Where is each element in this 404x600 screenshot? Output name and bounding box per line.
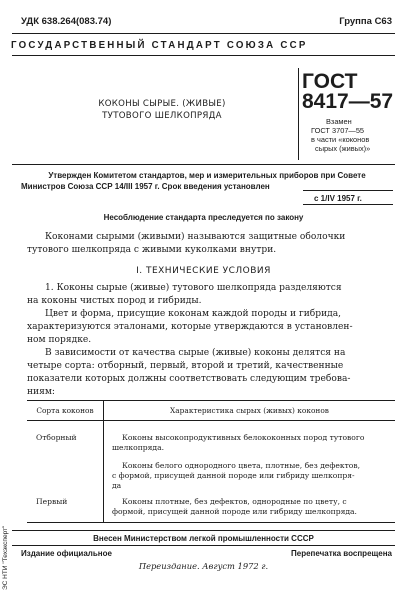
replaces-line-1: Взамен — [326, 117, 352, 126]
table-cell-grade-first: Первый — [36, 497, 68, 506]
publisher-note: Внесен Министерством легкой промышленности СССР — [93, 534, 314, 543]
date-underline — [303, 204, 393, 205]
title-line-2: ТУТОВОГО ШЕЛКОПРЯДА — [102, 111, 222, 121]
replaces-line-3: в части «коконов — [311, 135, 370, 144]
table-cell-select-b-1: Коконы белого однородного цвета, плотные, без дефектов, — [122, 461, 361, 470]
table-cell-select-b-2: с формой, присущей данной породе или гибриду шелкопря- — [112, 471, 355, 480]
effective-date: с 1/IV 1957 г. — [314, 194, 362, 203]
side-stamp: ЭС НТИ "Техэксперт" — [2, 525, 9, 590]
table-cell-first-a-2: формой, присущей данной породе или гибриду шелкопряда. — [112, 507, 357, 516]
table-header-rule — [27, 420, 395, 421]
p2-line-1: Цвет и форма, присущие коконам каждой породы и гибрида, — [45, 309, 342, 319]
p3-line-2: четыре сорта: отборный, первый, второй и третий, качественные — [27, 361, 344, 371]
table-cell-select-a-2: шелкопряда. — [112, 443, 165, 452]
official-edition: Издание официальное — [21, 549, 112, 558]
approval-line-2: Министров Союза ССР 14/III 1957 г. Срок введения установлен — [21, 182, 270, 191]
p1-line-1: 1. Коконы сырые (живые) тутового шелкопряда разделяются — [45, 283, 342, 293]
reissue-note: Переиздание. Август 1972 г. — [138, 561, 269, 571]
definition-line-1: Коконами сырыми (живыми) называются защитные оболочки — [45, 232, 346, 242]
replaces-line-2: ГОСТ 3707—55 — [311, 126, 365, 135]
document-title — [62, 98, 262, 122]
table-cell-select-b-3: да — [112, 481, 122, 490]
table-header-characteristic: Характеристика сырых (живых) коконов — [170, 406, 329, 415]
table-top-rule — [27, 400, 395, 401]
banner-rule — [12, 55, 395, 56]
gost-label: ГОСТ — [302, 70, 358, 93]
p3-line-4: ниям: — [27, 387, 55, 397]
state-standard-banner: ГОСУДАРСТВЕННЫЙ СТАНДАРТ СОЮЗА ССР — [11, 40, 308, 51]
p3-line-3: показатели которых должны соответствовать следующим требова- — [27, 374, 351, 384]
p2-line-3: ном порядке. — [27, 335, 92, 345]
gost-box-divider — [298, 68, 299, 160]
top-rule — [12, 33, 395, 34]
title-line-1: КОКОНЫ СЫРЫЕ. (ЖИВЫЕ) — [98, 99, 226, 109]
table-cell-select-a-1: Коконы высокопродуктивных белококонных пород тутового — [122, 433, 365, 442]
table-cell-grade-select: Отборный — [36, 433, 77, 442]
group-code: Группа С63 — [339, 16, 392, 27]
table-column-divider — [103, 400, 104, 522]
p2-line-2: характеризуются эталонами, которые утверждаются в установлен- — [27, 322, 353, 332]
p1-line-2: на коконы чистых пород и гибриды. — [27, 296, 202, 306]
legal-warning: Несоблюдение стандарта преследуется по закону — [103, 213, 304, 222]
p3-line-1: В зависимости от качества сырые (живые) коконы делятся на — [45, 348, 346, 358]
footer-mid-rule — [12, 545, 395, 546]
reprint-prohibited: Перепечатка воспрещена — [291, 549, 392, 558]
definition-line-2: тутового шелкопряда с живыми куколками внутри. — [27, 245, 277, 255]
section-heading: I. ТЕХНИЧЕСКИЕ УСЛОВИЯ — [136, 266, 271, 276]
approval-line-1: Утвержден Комитетом стандартов, мер и измерительных приборов при Совете — [48, 171, 366, 180]
table-bottom-rule — [27, 522, 395, 523]
replaces-line-4: сырых (живых)» — [315, 144, 371, 153]
table-cell-first-a-1: Коконы плотные, без дефектов, однородные по цвету, с — [122, 497, 347, 506]
table-header-grade: Сорта коконов — [36, 406, 94, 415]
footer-top-rule — [12, 530, 395, 531]
date-overline — [303, 190, 393, 191]
gost-number: 8417—57 — [302, 90, 394, 113]
udk-code: УДК 638.264(083.74) — [21, 16, 112, 27]
approval-top-rule — [12, 164, 395, 165]
